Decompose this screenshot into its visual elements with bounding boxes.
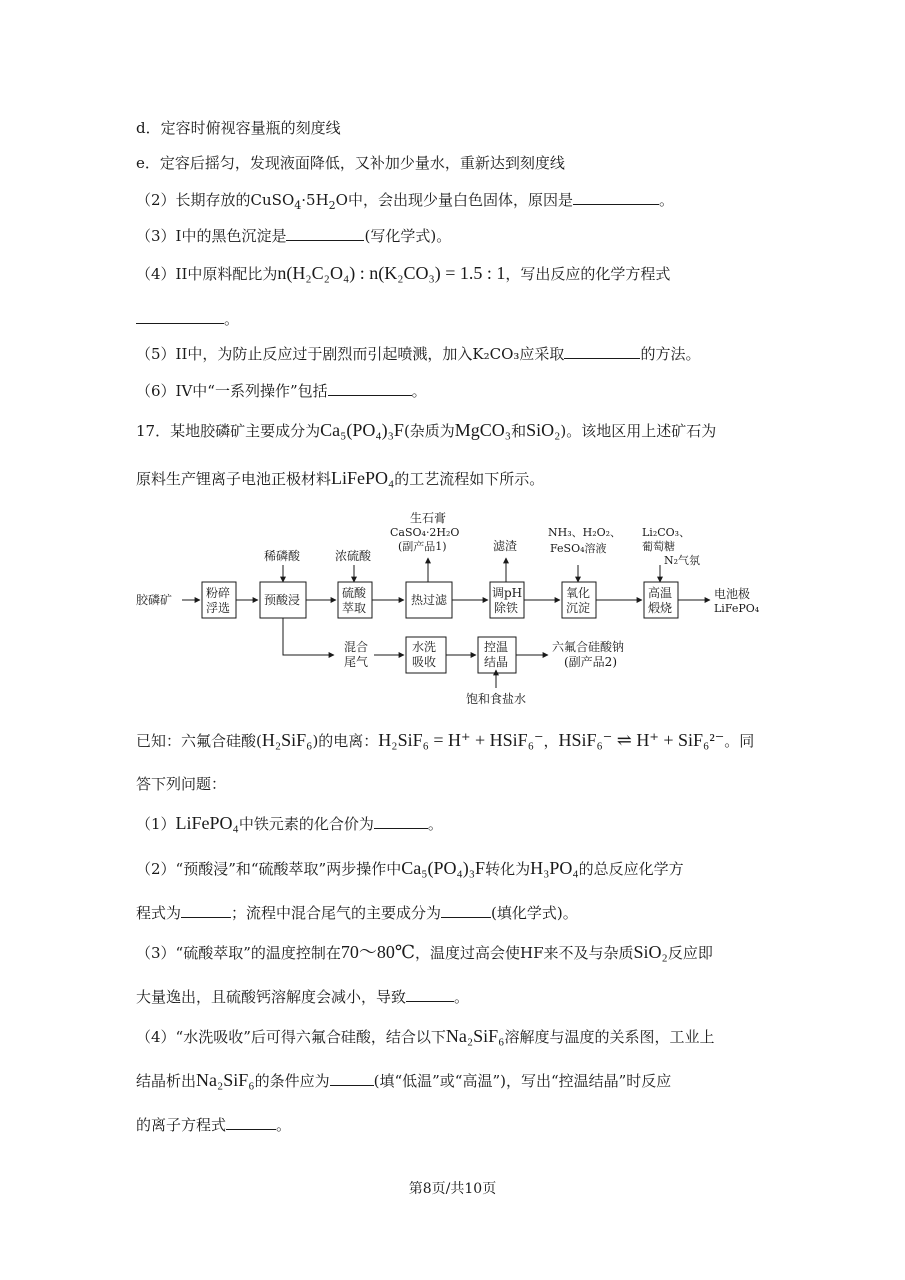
box-sulfuric-extract-2: 萃取 <box>342 601 367 615</box>
box-temp-crystal-2: 结晶 <box>484 655 509 669</box>
box-ph-adjust-2: 除铁 <box>494 601 519 615</box>
output-label-1: 电池极 <box>714 587 751 601</box>
question-17-2-line2: 程式为 ；流程中混合尾气的主要成分为 (填化学式)。 <box>136 904 578 922</box>
box-crush-float-1: 粉碎 <box>206 586 231 600</box>
process-flow-diagram <box>130 510 770 710</box>
answer-blank[interactable] <box>328 380 412 396</box>
mixed-gas-2: 尾气 <box>344 655 369 669</box>
box-temp-crystal-1: 控温 <box>484 640 509 654</box>
question-16-4-answer: 。 <box>136 308 239 329</box>
gypsum-label-3: (副产品1) <box>398 540 447 553</box>
box-oxidize-1: 氧化 <box>566 586 591 600</box>
brine-label: 饱和食盐水 <box>466 692 527 706</box>
problem-17-line2: 原料生产锂离子电池正极材料LiFePO₄的工艺流程如下所示。 <box>136 468 545 488</box>
answer-blank[interactable] <box>441 902 491 918</box>
oxidant-label-1: NH₃、H₂O₂、 <box>548 526 622 539</box>
box-wash-absorb-1: 水洗 <box>412 640 437 654</box>
question-16-4: （4）II中原料配比为n(H₂C₂O₄) : n(K₂CO₃) = 1.5 : 1，写出反应的化学方程式 <box>136 263 671 283</box>
oxidant-label-2: FeSO₄溶液 <box>550 542 607 555</box>
box-calcine-2: 煅烧 <box>648 601 673 615</box>
answer-blank[interactable] <box>181 902 231 918</box>
question-17-4-line3: 的离子方程式 。 <box>136 1116 292 1134</box>
box-wash-absorb-2: 吸收 <box>412 655 437 669</box>
question-17-1: （1）LiFePO₄中铁元素的化合价为 。 <box>136 813 443 833</box>
question-17-2-line1: （2）“预酸浸”和“硫酸萃取”两步操作中Ca₅(PO₄)₃F转化为H₃PO₄的总反应化学方 <box>136 858 684 878</box>
option-d: d．定容时俯视容量瓶的刻度线 <box>136 119 341 137</box>
answer-blank[interactable] <box>226 1114 276 1130</box>
known-info-line1: 已知：六氟合硅酸(H₂SiF₆)的电离：H₂SiF₆ = H⁺ + HSiF₆⁻，HSiF₆⁻ ⇌ H⁺ + SiF₆²⁻。同 <box>136 730 755 750</box>
question-17-3-line2: 大量逸出，且硫酸钙溶解度会减小，导致 。 <box>136 988 470 1006</box>
option-e: e．定容后摇匀，发现液面降低，又补加少量水，重新达到刻度线 <box>136 154 565 172</box>
question-16-3: （3）I中的黑色沉淀是 (写化学式)。 <box>136 227 452 245</box>
mixed-gas-1: 混合 <box>344 640 369 654</box>
box-crush-float-2: 浮选 <box>206 601 231 615</box>
box-hot-filter: 热过滤 <box>411 593 448 607</box>
question-16-6: （6）IV中“一系列操作”包括 。 <box>136 382 427 400</box>
byproduct-2-label-1: 六氟合硅酸钠 <box>552 640 625 654</box>
answer-blank[interactable] <box>406 986 454 1002</box>
output-label-2: LiFePO₄ <box>714 602 760 615</box>
box-ph-adjust-1: 调pH <box>492 586 523 600</box>
answer-blank[interactable] <box>573 189 659 205</box>
problem-17-line1: 17．某地胶磷矿主要成分为Ca₅(PO₄)₃F(杂质为MgCO₃和SiO₂)。该地区用上述矿石为 <box>136 420 717 440</box>
question-17-4-line1: （4）“水洗吸收”后可得六氟合硅酸，结合以下Na₂SiF₆溶解度与温度的关系图，工业上 <box>136 1026 715 1046</box>
question-17-4-line2: 结晶析出Na₂SiF₆的条件应为 (填“低温”或“高温”)，写出“控温结晶”时反应 <box>136 1070 672 1090</box>
input-dilute-phosphoric: 稀磷酸 <box>264 549 301 563</box>
gypsum-label-1: 生石膏 <box>410 511 447 525</box>
answer-blank[interactable] <box>374 813 428 829</box>
gypsum-label-2: CaSO₄·2H₂O <box>390 526 460 539</box>
input-conc-sulfuric: 浓硫酸 <box>335 549 372 563</box>
box-sulfuric-extract-1: 硫酸 <box>342 586 367 600</box>
lithium-label-2: 葡萄糖 <box>642 540 675 553</box>
byproduct-2-label-2: (副产品2) <box>564 655 617 669</box>
box-oxidize-2: 沉淀 <box>566 601 591 615</box>
answer-blank[interactable] <box>286 225 364 241</box>
ratio-formula: n(H₂C₂O₄) : n(K₂CO₃) = 1.5 : 1 <box>277 263 506 283</box>
known-info-line2: 答下列问题： <box>136 775 227 793</box>
question-16-2: （2）长期存放的$CuSO_4\cdot 5H_2O$中，会出现少量白色固体，原因是 。 <box>136 191 674 212</box>
raw-material-label: 胶磷矿 <box>136 593 173 607</box>
lithium-label-1: Li₂CO₃、 <box>642 526 691 539</box>
question-16-5: （5）II中，为防止反应过于剧烈而引起喷溅，加入K₂CO₃应采取 的方法。 <box>136 345 701 363</box>
nitrogen-label: N₂气氛 <box>664 554 701 567</box>
filter-residue-label: 滤渣 <box>493 539 518 553</box>
page-footer: 第8页/共10页 <box>408 1181 497 1197</box>
box-calcine-1: 高温 <box>648 586 673 600</box>
answer-blank[interactable] <box>330 1070 374 1086</box>
answer-blank[interactable] <box>136 308 224 324</box>
question-17-3-line1: （3）“硫酸萃取”的温度控制在70～80℃，温度过高会使HF来不及与杂质SiO₂反应即 <box>136 942 713 962</box>
box-pre-acid-leach: 预酸浸 <box>264 593 301 607</box>
answer-blank[interactable] <box>564 343 640 359</box>
